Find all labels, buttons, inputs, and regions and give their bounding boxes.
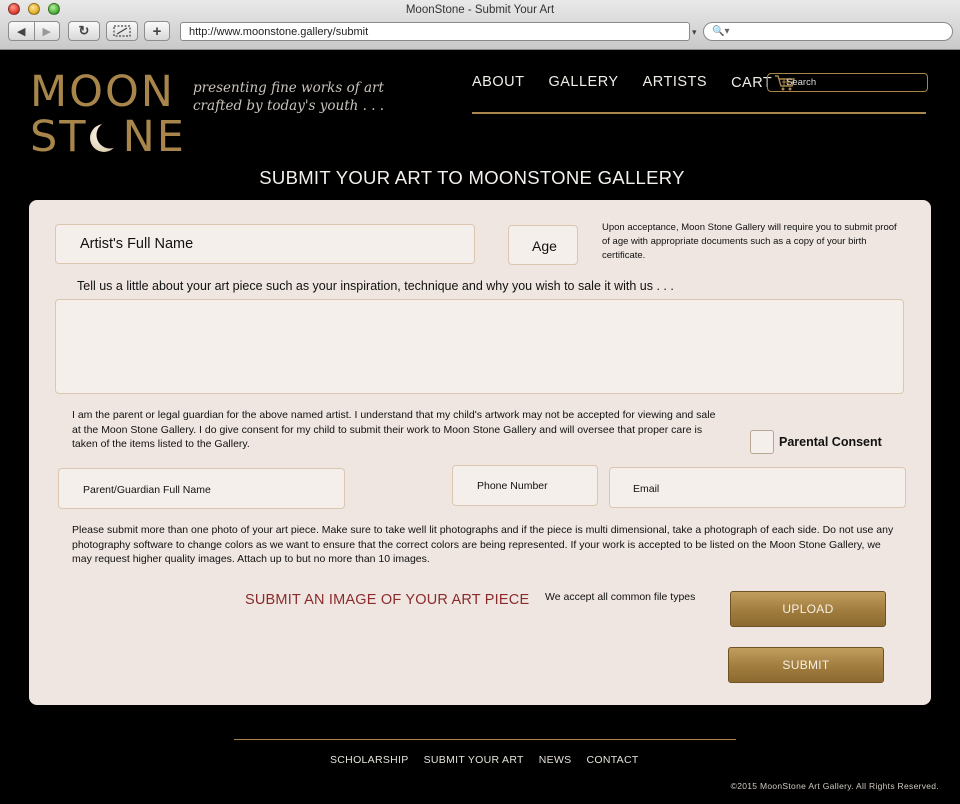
phone-field[interactable] — [452, 465, 598, 506]
search-icon: 🔍▾ — [712, 26, 730, 37]
submission-form — [29, 200, 931, 705]
browser-toolbar — [0, 0, 960, 50]
forward-arrow-icon[interactable]: ▶ — [42, 25, 51, 38]
email-field[interactable] — [609, 467, 906, 508]
guardian-name-field[interactable] — [58, 468, 345, 509]
tagline-line-2: crafted by today's youth . . . — [193, 98, 385, 114]
screenshot-icon — [113, 25, 131, 37]
upload-button[interactable]: UPLOAD — [730, 591, 886, 627]
address-bar[interactable]: http://www.moonstone.gallery/submit — [180, 22, 690, 41]
photo-instructions: Please submit more than one photo of your art piece. Make sure to take well lit photographs and if the piece is multi dimensional, take a photograph of each side. Do not use any photography software to change colors as we want to ensure that the correct colors are being represented. If your work is accepted to be listed on the Moon Stone Gallery, we may request higher quality images. Attach up to but no more than 10 images. — [72, 524, 894, 565]
page-title: SUBMIT YOUR ART TO MOONSTONE GALLERY — [259, 167, 685, 188]
artist-name-field[interactable] — [55, 224, 475, 264]
consent-statement: I am the parent or legal guardian for the above named artist. I understand that my child's artwork may not be accepted for viewing and sale at the Moon Stone Gallery. I do give consent for my child to submit their work to Moon Stone Gallery and will oversee that proper care is taken of the items listed to the Gallery. — [72, 409, 716, 450]
copyright-notice: ©2015 MoonStone Art Gallery. All Rights Reserved. — [730, 781, 939, 791]
nav-divider — [472, 112, 926, 114]
footer-link-contact[interactable]: CONTACT — [586, 754, 639, 766]
nav-about[interactable]: ABOUT — [472, 74, 525, 90]
phone-placeholder: Phone Number — [477, 480, 548, 492]
site-search-input[interactable]: Search — [767, 73, 928, 92]
email-placeholder: Email — [633, 483, 660, 495]
logo-line-stone — [30, 112, 186, 162]
screenshot-button[interactable] — [106, 21, 138, 41]
crescent-moon-icon — [90, 118, 121, 150]
reload-icon: ↻ — [78, 23, 90, 38]
footer-navigation — [330, 754, 654, 766]
tagline-line-1: presenting fine works of art — [193, 80, 384, 96]
parental-consent-checkbox[interactable] — [750, 430, 774, 454]
nav-artists[interactable]: ARTISTS — [642, 74, 708, 90]
logo-text-st: ST — [30, 112, 88, 162]
parental-consent-label: Parental Consent — [779, 435, 882, 449]
url-dropdown-icon[interactable]: ▾ — [692, 27, 697, 37]
back-arrow-icon[interactable]: ◀ — [17, 25, 26, 38]
age-proof-note: Upon acceptance, Moon Stone Gallery will require you to submit proof of age with appropriate documents such as a copy of your birth certificate. — [602, 222, 897, 261]
file-types-note: We accept all common file types — [545, 591, 696, 603]
description-label: Tell us a little about your art piece such as your inspiration, technique and why you wish to sale it with us . . . — [77, 279, 674, 293]
browser-search-field[interactable] — [703, 22, 953, 41]
description-textarea[interactable] — [55, 299, 904, 394]
footer-link-scholarship[interactable]: SCHOLARSHIP — [330, 754, 409, 766]
submit-button[interactable]: SUBMIT — [728, 647, 884, 683]
nav-cart-label: CART — [731, 74, 773, 91]
add-tab-button[interactable] — [144, 21, 170, 41]
age-field[interactable] — [508, 225, 578, 265]
artist-name-placeholder: Artist's Full Name — [80, 236, 194, 252]
moonstone-logo[interactable] — [30, 67, 186, 162]
window-title: MoonStone - Submit Your Art — [405, 4, 555, 16]
guardian-name-placeholder: Parent/Guardian Full Name — [83, 484, 211, 496]
footer-divider — [234, 739, 736, 740]
history-buttons — [8, 21, 60, 41]
upload-heading: SUBMIT AN IMAGE OF YOUR ART PIECE — [245, 592, 530, 608]
logo-line-moon: MOON — [30, 67, 175, 117]
tagline — [193, 79, 384, 115]
logo-text-ne: NE — [122, 112, 186, 162]
add-tab-icon: + — [152, 22, 162, 40]
age-placeholder: Age — [532, 238, 557, 254]
nav-gallery[interactable]: GALLERY — [548, 74, 619, 90]
footer-link-submit-your-art[interactable]: SUBMIT YOUR ART — [423, 754, 524, 766]
reload-button[interactable] — [68, 21, 100, 41]
footer-link-news[interactable]: NEWS — [538, 754, 572, 766]
